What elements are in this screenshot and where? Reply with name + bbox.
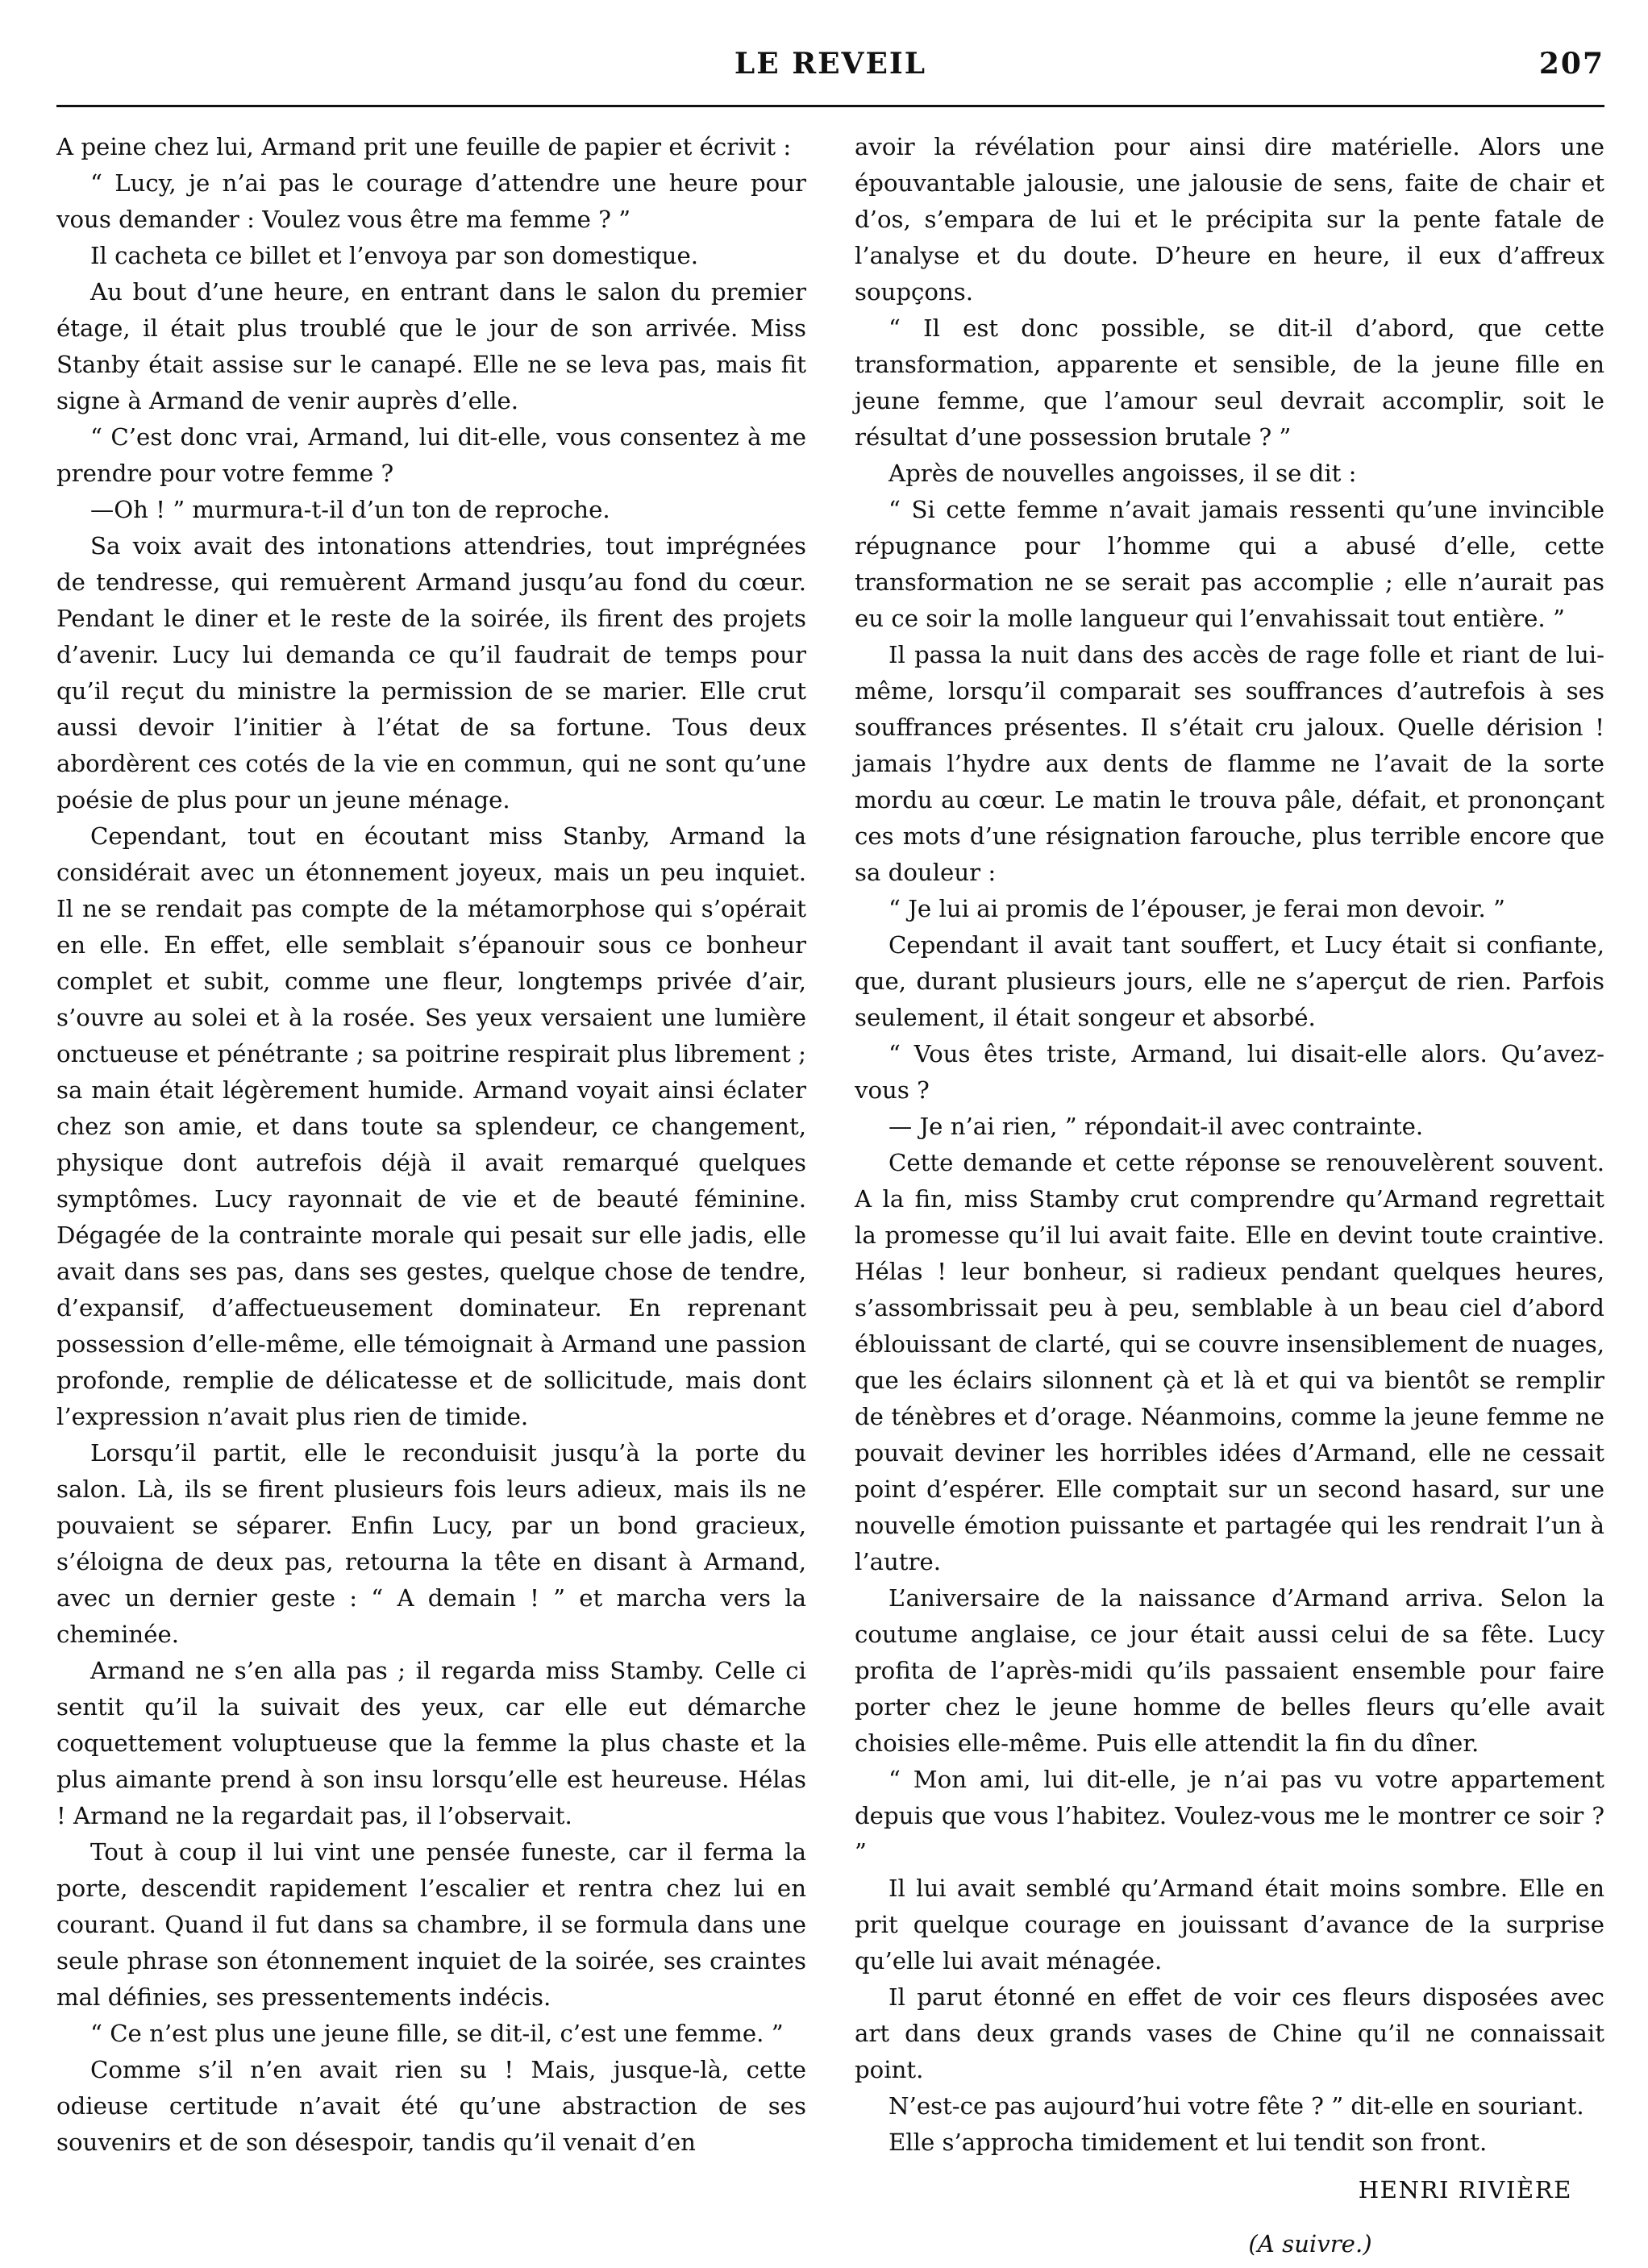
page-number: 207 xyxy=(1538,47,1604,81)
paragraph: Il passa la nuit dans des accès de rage folle et riant de lui-même, lorsqu’il comparait ses souffrances d’autrefois à ses souffrances présentes. Il s’était cru jaloux. Quelle dérision ! jamais l’hydre aux dents de flamme ne l’avait de la sorte mordu au cœur. Le matin le trouva pâle, défait, et prononçant ces mots d’une résignation farouche, plus terrible encore que sa douleur : xyxy=(855,641,1604,886)
paragraph: “ Lucy, je n’ai pas le courage d’attendre une heure pour vous demander : Voulez vous être ma femme ? ” xyxy=(56,169,806,233)
author-signature: HENRI RIVIÈRE xyxy=(1358,2176,1572,2203)
paragraph: Au bout d’une heure, en entrant dans le salon du premier étage, il était plus troublé que le jour de son arrivée. Miss Stanby était assise sur le canapé. Elle ne se leva pas, mais fit signe à Armand de venir auprès d’elle. xyxy=(56,278,806,414)
paragraph: avoir la révélation pour ainsi dire matérielle. Alors une épouvantable jalousie, une jalousie de sens, faite de chair et d’os, s’empara de lui et le précipita sur la pente fatale de l’analyse et du doute. D’heure en heure, il eux d’affreux soupçons. xyxy=(855,133,1604,306)
paragraph: N’est-ce pas aujourd’hui votre fête ? ” dit-elle en souriant. xyxy=(889,2092,1584,2120)
paragraph: Comme s’il n’en avait rien su ! Mais, jusque-là, cette odieuse certitude n’avait été qu’une abstraction de ses souvenirs et de son désespoir, tandis qu’il venait d’en xyxy=(56,2056,806,2156)
publication-title: LE REVEIL xyxy=(734,47,927,81)
left-column xyxy=(56,129,806,2225)
paragraph: Armand ne s’en alla pas ; il regarda miss Stamby. Celle ci sentit qu’il la suivait des yeux, car elle eut démarche coquettement voluptueuse que la femme la plus chaste et la plus aimante prend à son insu lorsqu’elle est heureuse. Hélas ! Armand ne la regardait pas, il l’observait. xyxy=(56,1657,806,1829)
paragraph: “ Il est donc possible, se dit-il d’abord, que cette transformation, apparente et sensible, de la jeune fille en jeune femme, que l’amour seul devrait accomplir, soit le résultat d’une possession brutale ? ” xyxy=(855,314,1604,451)
paragraph: “ Je lui ai promis de l’épouser, je ferai mon devoir. ” xyxy=(889,895,1505,922)
paragraph: Il lui avait semblé qu’Armand était moins sombre. Elle en prit quelque courage en jouissant d’avance de la surprise qu’elle lui avait ménagée. xyxy=(855,1875,1604,1975)
paragraph: Tout à coup il lui vint une pensée funeste, car il ferma la porte, descendit rapidement l’escalier et rentra chez lui en courant. Quand il fut dans sa chambre, il se formula dans une seule phrase son étonnement inquiet de la soirée, ses craintes mal définies, ses pressentements indécis. xyxy=(56,1838,806,2011)
right-column xyxy=(855,129,1604,2258)
running-header xyxy=(56,39,1604,87)
paragraph: —Oh ! ” murmura-t-il d’un ton de reproche. xyxy=(90,496,610,523)
paragraph: “ Vous êtes triste, Armand, lui disait-elle alors. Qu’avez-vous ? xyxy=(855,1040,1604,1104)
paragraph: Cette demande et cette réponse se renouvelèrent souvent. A la fin, miss Stamby crut comprendre qu’Armand regrettait la promesse qu’il lui avait faite. Elle en devint toute craintive. Hélas ! leur bonheur, si radieux pendant quelques heures, s’assombrissait peu à peu, semblable à un beau ciel d’abord éblouissant de clarté, qui se couvre insensiblement de nuages, que les éclairs silonnent çà et là et qui va bientôt se remplir de ténèbres et d’orage. Néanmoins, comme la jeune femme ne pouvait deviner les horribles idées d’Armand, elle ne cessait point d’espérer. Elle comptait sur un second hasard, sur une nouvelle émotion puissante et partagée qui les rendrait l’un à l’autre. xyxy=(855,1149,1604,1575)
paragraph: “ Mon ami, lui dit-elle, je n’ai pas vu votre appartement depuis que vous l’habitez. Voulez-vous me le montrer ce soir ? ” xyxy=(855,1766,1604,1866)
paragraph: “ Ce n’est plus une jeune fille, se dit-il, c’est une femme. ” xyxy=(90,2020,784,2047)
paragraph: Il parut étonné en effet de voir ces fleurs disposées avec art dans deux grands vases de Chine qu’il ne connaissait point. xyxy=(855,1983,1604,2083)
to-be-continued-note: (A suivre.) xyxy=(1248,2230,1372,2258)
paragraph: A peine chez lui, Armand prit une feuille de papier et écrivit : xyxy=(56,133,792,160)
paragraph: “ C’est donc vrai, Armand, lui dit-elle, vous consentez à me prendre pour votre femme ? xyxy=(56,423,806,487)
paragraph: — Je n’ai rien, ” répondait-il avec contrainte. xyxy=(889,1113,1424,1140)
paragraph: Elle s’approcha timidement et lui tendit son front. xyxy=(889,2129,1488,2156)
text-columns xyxy=(56,129,1604,2258)
paragraph: Cependant, tout en écoutant miss Stanby, Armand la considérait avec un étonnement joyeux, mais un peu inquiet. Il ne se rendait pas compte de la métamorphose qui s’opérait en elle. En effet, elle semblait s’épanouir sous ce bonheur complet et subit, comme une fleur, longtemps privée d’air, s’ouvre au solei et à la rosée. Ses yeux versaient une lumière onctueuse et pénétrante ; sa poitrine respirait plus librement ; sa main était légèrement humide. Armand voyait ainsi éclater chez son amie, et dans toute sa splendeur, ce changement, physique dont autrefois déjà il avait remarqué quelques symptômes. Lucy rayonnait de vie et de beauté féminine. Dégagée de la contrainte morale qui pesait sur elle jadis, elle avait dans ses pas, dans ses gestes, quelque chose de tendre, d’expansif, d’affectueusement dominateur. En reprenant possession d’elle-même, elle témoignait à Armand une passion profonde, remplie de délicatesse et de sollicitude, mais dont l’expression n’avait plus rien de timide. xyxy=(56,822,806,1430)
header-rule xyxy=(56,105,1604,107)
paragraph: Lorsqu’il partit, elle le reconduisit jusqu’à la porte du salon. Là, ils se firent plusieurs fois leurs adieux, mais ils ne pouvaient se séparer. Enfin Lucy, par un bond gracieux, s’éloigna de deux pas, retourna la tête en disant à Armand, avec un dernier geste : “ A demain ! ” et marcha vers la cheminée. xyxy=(56,1439,806,1648)
paragraph: “ Si cette femme n’avait jamais ressenti qu’une invincible répugnance pour l’homme qui a abusé d’elle, cette transformation ne se serait pas accomplie ; elle n’aurait pas eu ce soir la molle langueur qui l’envahissait tout entière. ” xyxy=(855,496,1604,632)
paragraph: Sa voix avait des intonations attendries, tout imprégnées de tendresse, qui remuèrent Armand jusqu’au fond du cœur. Pendant le diner et le reste de la soirée, ils firent des projets d’avenir. Lucy lui demanda ce qu’il faudrait de temps pour qu’il reçut du ministre la permission de se marier. Elle crut aussi devoir l’initier à l’état de sa fortune. Tous deux abordèrent ces cotés de la vie en commun, qui ne sont qu’une poésie de plus pour un jeune ménage. xyxy=(56,532,806,814)
paragraph: Cependant il avait tant souffert, et Lucy était si confiante, que, durant plusieurs jours, elle ne s’aperçut de rien. Parfois seulement, il était songeur et absorbé. xyxy=(855,931,1604,1031)
paragraph: Il cacheta ce billet et l’envoya par son domestique. xyxy=(90,242,699,269)
paragraph: Après de nouvelles angoisses, il se dit : xyxy=(889,460,1357,487)
paragraph: L’aniversaire de la naissance d’Armand arriva. Selon la coutume anglaise, ce jour était aussi celui de sa fête. Lucy profita de l’après-midi qu’ils passaient ensemble pour faire porter chez le jeune homme de belles fleurs qu’elle avait choisies elle-même. Puis elle attendit la fin du dîner. xyxy=(855,1584,1604,1757)
